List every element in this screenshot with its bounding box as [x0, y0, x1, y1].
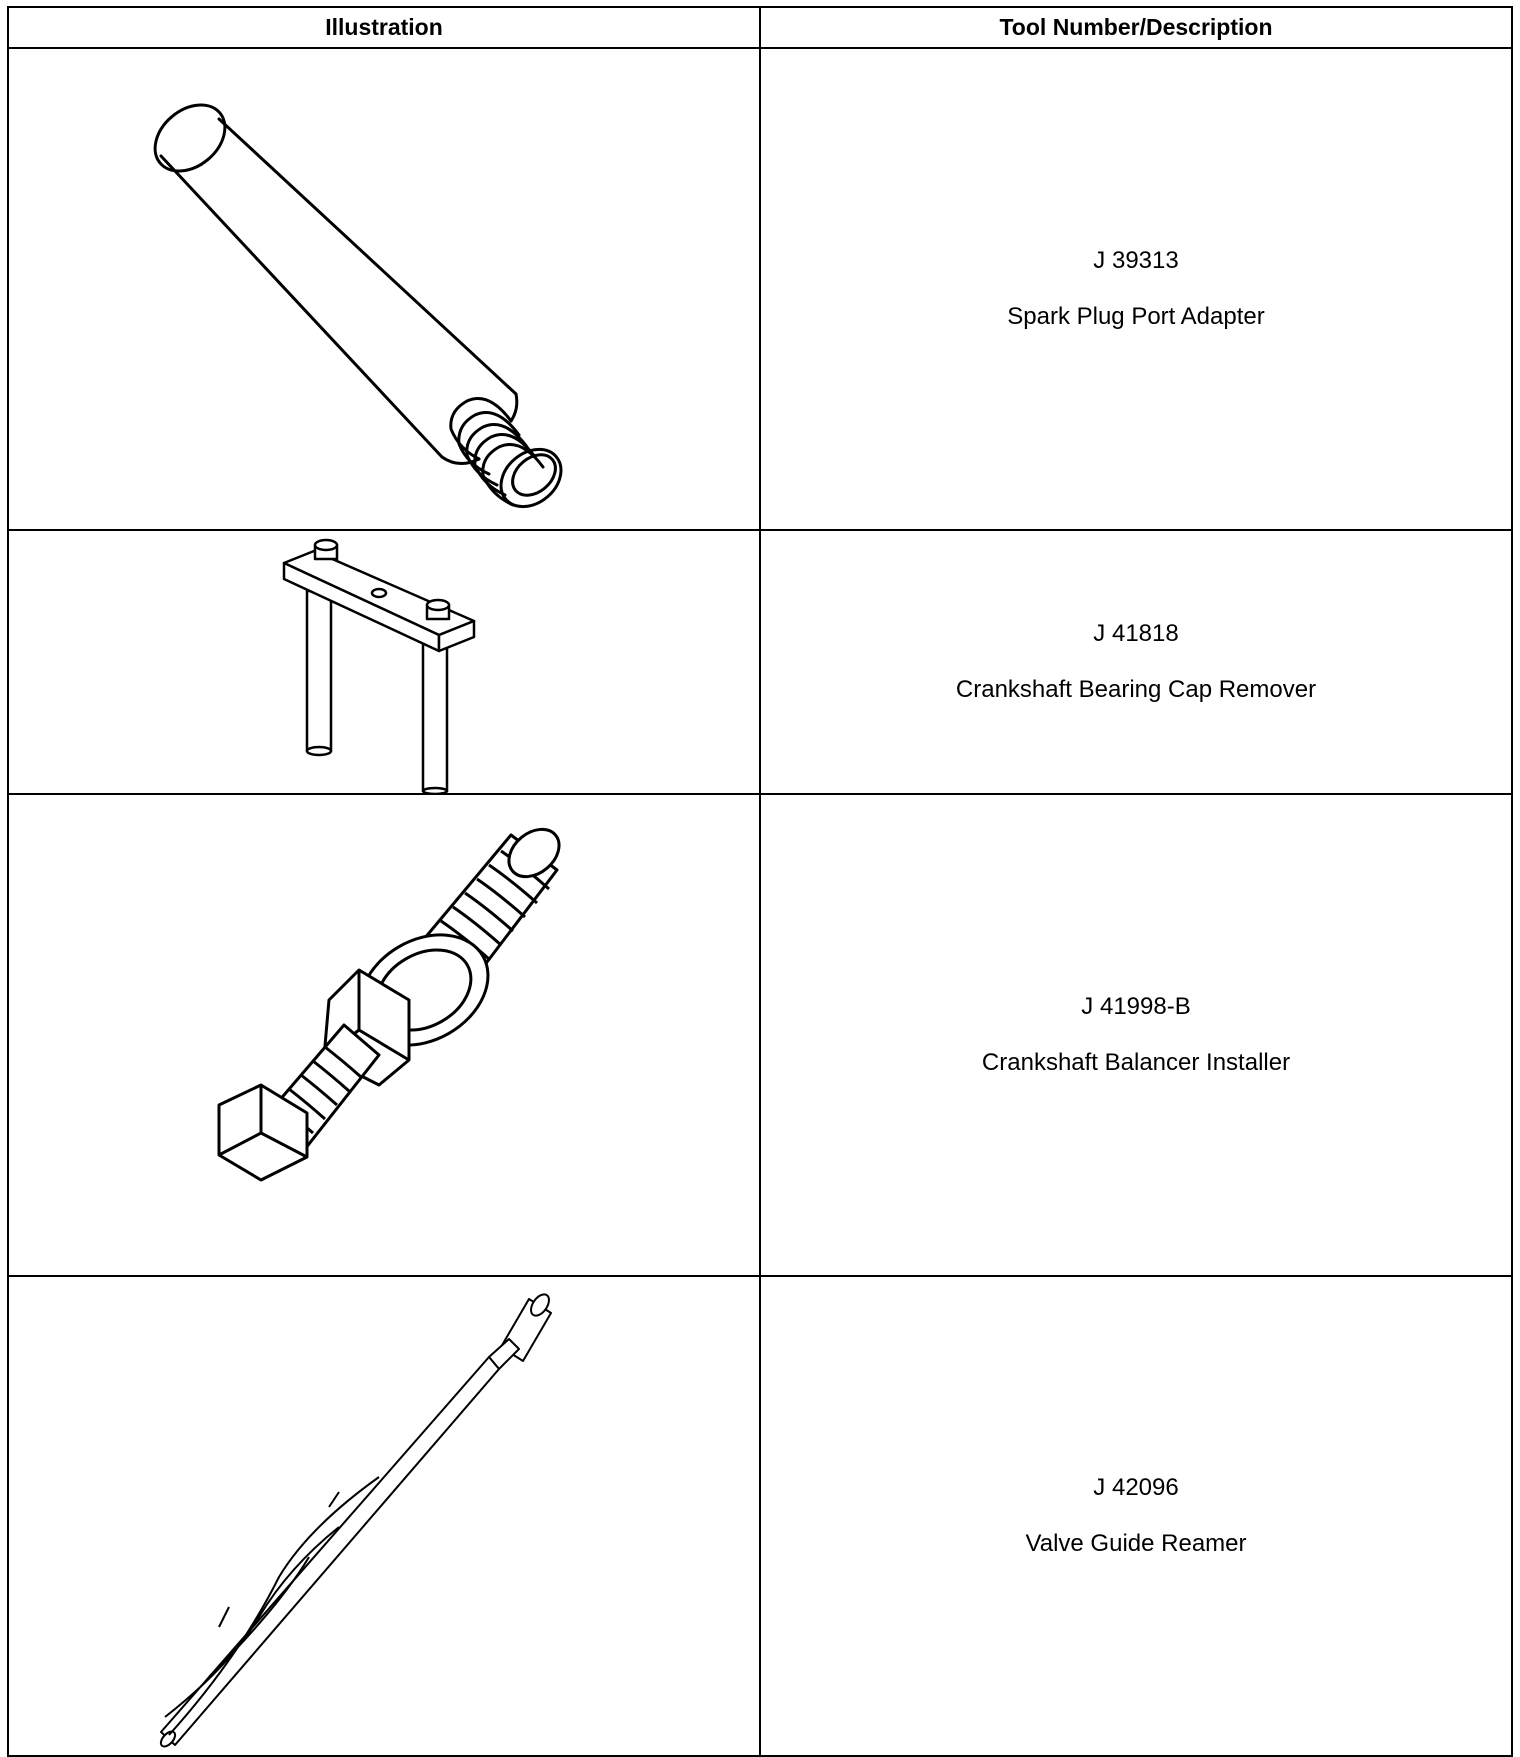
spark-plug-port-adapter-icon [79, 49, 689, 529]
tool-description: Spark Plug Port Adapter [1007, 303, 1265, 330]
valve-guide-reamer-icon [79, 1277, 689, 1755]
description-header: Tool Number/Description [760, 7, 1512, 48]
description-cell [760, 794, 1512, 1276]
illustration-cell [8, 1276, 760, 1756]
table-row [8, 48, 1512, 530]
header-row [8, 7, 1512, 48]
table-row [8, 794, 1512, 1276]
description-cell [760, 48, 1512, 530]
tool-table [7, 6, 1513, 1757]
bearing-cap-remover-icon [79, 531, 689, 793]
tool-description: Valve Guide Reamer [1025, 1530, 1247, 1557]
tool-number: J 42096 [1093, 1474, 1179, 1501]
illustration-cell [8, 530, 760, 794]
balancer-installer-icon [79, 795, 689, 1275]
tool-number: J 39313 [1093, 247, 1179, 274]
tool-description: Crankshaft Bearing Cap Remover [955, 676, 1317, 703]
table-row [8, 1276, 1512, 1756]
description-cell [760, 530, 1512, 794]
tool-description: Crankshaft Balancer Installer [981, 1049, 1291, 1076]
illustration-cell [8, 48, 760, 530]
table-row [8, 530, 1512, 794]
illustration-header: Illustration [8, 7, 760, 48]
tool-number: J 41998-B [1081, 993, 1191, 1020]
description-cell [760, 1276, 1512, 1756]
tool-number: J 41818 [1093, 620, 1179, 647]
illustration-cell [8, 794, 760, 1276]
